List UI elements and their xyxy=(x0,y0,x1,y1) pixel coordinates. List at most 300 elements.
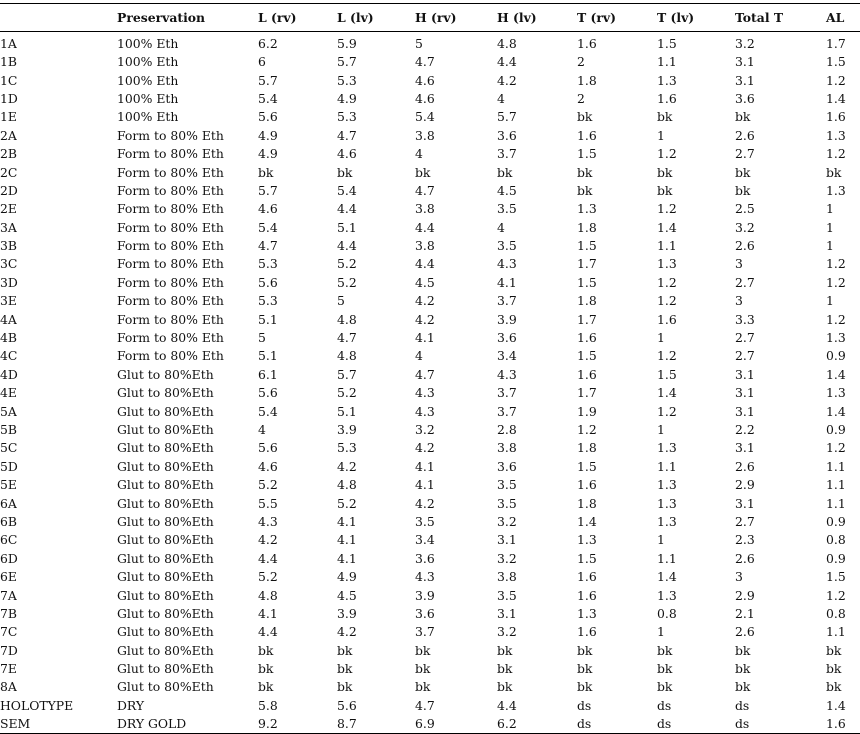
cell-t-rv: 1.5 xyxy=(577,550,597,566)
cell-h-lv: 3.8 xyxy=(497,569,517,585)
cell-h-rv: 4 xyxy=(415,348,423,364)
cell-l-lv: 4.8 xyxy=(337,311,357,327)
cell-h-lv: 3.6 xyxy=(497,127,517,143)
cell-total-t: 2.9 xyxy=(735,587,755,603)
cell-t-lv: ds xyxy=(657,715,735,734)
cell-specimen: 1D xyxy=(0,90,18,106)
cell-t-lv: bk xyxy=(657,661,673,677)
cell-preservation: Form to 80% Eth xyxy=(117,164,224,180)
cell-total-t: 2.3 xyxy=(735,532,755,548)
cell-h-lv: bk xyxy=(497,661,513,677)
cell-preservation: Glut to 80%Eth xyxy=(117,642,214,658)
cell-al: 1.6 xyxy=(826,109,846,125)
cell-t-rv: 1.7 xyxy=(577,385,597,401)
cell-l-lv: 5.2 xyxy=(337,385,357,401)
cell-preservation: Form to 80% Eth xyxy=(117,146,224,162)
cell-t-rv: 1.8 xyxy=(577,293,597,309)
cell-total-t: 2.2 xyxy=(735,422,755,437)
table-row xyxy=(0,274,860,292)
cell-al: bk xyxy=(826,661,842,677)
cell-l-lv: bk xyxy=(337,642,353,658)
cell-h-lv: 5.7 xyxy=(497,109,517,125)
cell-h-lv: 4.3 xyxy=(497,256,517,272)
cell-preservation: Form to 80% Eth xyxy=(117,348,224,364)
cell-h-rv: 4.4 xyxy=(415,256,435,272)
table-body xyxy=(0,32,860,734)
table-row xyxy=(0,237,860,255)
cell-al: 1.5 xyxy=(826,569,846,585)
cell-specimen: 2C xyxy=(0,164,18,180)
cell-l-lv: 4.9 xyxy=(337,569,357,585)
cell-t-lv: bk xyxy=(657,164,673,180)
cell-t-rv: 1.6 xyxy=(577,36,597,51)
cell-t-lv: 1.2 xyxy=(657,274,677,290)
table-row xyxy=(0,182,860,200)
cell-total-t: 3.1 xyxy=(735,366,755,382)
cell-specimen: 7D xyxy=(0,642,18,658)
cell-h-lv: 3.5 xyxy=(497,477,517,493)
table-row xyxy=(0,292,860,310)
cell-l-lv: 4.2 xyxy=(337,458,357,474)
table-row xyxy=(0,127,860,145)
cell-t-rv: 1.6 xyxy=(577,624,597,640)
cell-l-rv: 5.2 xyxy=(258,477,278,493)
cell-al: 0.9 xyxy=(826,550,846,566)
cell-specimen: 7E xyxy=(0,661,17,677)
cell-al: 1 xyxy=(826,293,834,309)
cell-total-t: ds xyxy=(735,697,750,713)
cell-preservation: Glut to 80%Eth xyxy=(117,458,214,474)
cell-l-rv: 5.3 xyxy=(258,256,278,272)
cell-l-rv: 5.5 xyxy=(258,495,278,511)
cell-h-lv: bk xyxy=(497,642,513,658)
cell-total-t: 2.7 xyxy=(735,146,755,162)
cell-total-t: 3.1 xyxy=(735,403,755,419)
table-row xyxy=(0,219,860,237)
table-row xyxy=(0,531,860,549)
cell-t-lv: 1.6 xyxy=(657,311,677,327)
table-row xyxy=(0,605,860,623)
cell-h-rv: 4.2 xyxy=(415,495,435,511)
cell-total-t: 2.6 xyxy=(735,624,755,640)
cell-l-rv: 5.6 xyxy=(258,109,278,125)
cell-specimen: 6D xyxy=(0,550,18,566)
cell-specimen: 5E xyxy=(0,477,17,493)
cell-al: 1.3 xyxy=(826,330,846,346)
cell-h-lv: 2.8 xyxy=(497,422,517,437)
cell-l-lv: 5.7 xyxy=(337,54,357,70)
cell-l-lv: 5.2 xyxy=(337,256,357,272)
cell-t-rv: 1.5 xyxy=(577,458,597,474)
cell-l-rv: 5.7 xyxy=(258,182,278,198)
cell-h-lv: 3.5 xyxy=(497,201,517,217)
cell-l-lv: 5.2 xyxy=(337,495,357,511)
cell-specimen: 6C xyxy=(0,532,18,548)
cell-h-lv: 3.7 xyxy=(497,293,517,309)
header-cell-l-lv: L (lv) xyxy=(337,4,415,32)
cell-l-rv: bk xyxy=(258,642,274,658)
table-row xyxy=(0,347,860,365)
cell-al: 1.4 xyxy=(826,366,846,382)
cell-t-lv: bk xyxy=(657,642,673,658)
cell-t-rv: 1.8 xyxy=(577,72,597,88)
cell-total-t: bk xyxy=(735,661,751,677)
cell-h-lv: 3.9 xyxy=(497,311,517,327)
cell-l-rv: 4.6 xyxy=(258,201,278,217)
table-row xyxy=(0,108,860,126)
cell-l-lv: 5.4 xyxy=(337,182,357,198)
cell-preservation: Glut to 80%Eth xyxy=(117,605,214,621)
cell-h-rv: 3.9 xyxy=(415,587,435,603)
cell-total-t: 2.6 xyxy=(735,127,755,143)
cell-l-lv: 5.3 xyxy=(337,72,357,88)
cell-h-lv: 4 xyxy=(497,219,505,235)
cell-al: 1.3 xyxy=(826,182,846,198)
cell-preservation: Glut to 80%Eth xyxy=(117,495,214,511)
cell-t-rv: 2 xyxy=(577,54,585,70)
table-row xyxy=(0,200,860,218)
table-row xyxy=(0,660,860,678)
cell-l-rv: 9.2 xyxy=(258,715,337,734)
cell-l-lv: 4.7 xyxy=(337,330,357,346)
cell-l-rv: 6.2 xyxy=(258,36,278,51)
cell-h-rv: 4.2 xyxy=(415,293,435,309)
cell-specimen: SEM xyxy=(0,715,117,734)
cell-t-lv: ds xyxy=(657,697,672,713)
cell-total-t: 2.7 xyxy=(735,274,755,290)
cell-h-rv: 3.6 xyxy=(415,550,435,566)
cell-l-rv: 4.9 xyxy=(258,146,278,162)
cell-l-rv: bk xyxy=(258,164,274,180)
table-row xyxy=(0,439,860,457)
cell-al: 1.1 xyxy=(826,495,846,511)
cell-preservation: Glut to 80%Eth xyxy=(117,422,214,437)
cell-l-rv: 4.9 xyxy=(258,127,278,143)
cell-total-t: 3 xyxy=(735,293,743,309)
cell-t-rv: 1.6 xyxy=(577,569,597,585)
cell-specimen: 2B xyxy=(0,146,17,162)
cell-specimen: 4B xyxy=(0,330,17,346)
cell-l-lv: 4.7 xyxy=(337,127,357,143)
cell-t-rv: 1.8 xyxy=(577,495,597,511)
cell-t-rv: 1.5 xyxy=(577,146,597,162)
cell-specimen: 5B xyxy=(0,422,17,437)
cell-total-t: 2.1 xyxy=(735,605,755,621)
cell-specimen: 7B xyxy=(0,605,17,621)
cell-preservation: Glut to 80%Eth xyxy=(117,550,214,566)
cell-total-t: 2.6 xyxy=(735,458,755,474)
table-row xyxy=(0,255,860,273)
cell-t-rv: 1.5 xyxy=(577,238,597,254)
cell-total-t: 3.1 xyxy=(735,495,755,511)
cell-h-lv: 3.8 xyxy=(497,440,517,456)
cell-h-rv: 4.7 xyxy=(415,182,435,198)
cell-preservation: 100% Eth xyxy=(117,109,179,125)
cell-al: 1.4 xyxy=(826,90,846,106)
cell-l-lv: 3.9 xyxy=(337,422,357,437)
cell-total-t: bk xyxy=(735,182,751,198)
cell-specimen: 8A xyxy=(0,679,17,695)
cell-specimen: 1B xyxy=(0,54,17,70)
cell-t-lv: bk xyxy=(657,679,673,695)
cell-specimen: 3E xyxy=(0,293,17,309)
cell-specimen: 1E xyxy=(0,109,17,125)
cell-specimen: 5C xyxy=(0,440,18,456)
cell-al: 1.4 xyxy=(826,403,846,419)
cell-preservation: Glut to 80%Eth xyxy=(117,385,214,401)
cell-l-rv: 5.6 xyxy=(258,274,278,290)
cell-l-rv: 4.4 xyxy=(258,550,278,566)
cell-total-t: 3 xyxy=(735,569,743,585)
cell-h-lv: 3.2 xyxy=(497,624,517,640)
cell-al: 1.5 xyxy=(826,54,846,70)
cell-preservation: DRY GOLD xyxy=(117,715,258,734)
table-row xyxy=(0,163,860,181)
cell-h-lv: 3.6 xyxy=(497,458,517,474)
cell-preservation: Glut to 80%Eth xyxy=(117,403,214,419)
cell-l-lv: 5.6 xyxy=(337,697,357,713)
cell-al: 1.6 xyxy=(826,715,860,734)
cell-total-t: 3.3 xyxy=(735,311,755,327)
cell-al: 1.2 xyxy=(826,146,846,162)
cell-specimen: 7A xyxy=(0,587,17,603)
cell-al: 1.7 xyxy=(826,36,846,51)
cell-total-t: 2.9 xyxy=(735,477,755,493)
cell-total-t: 3 xyxy=(735,256,743,272)
cell-l-rv: 4.3 xyxy=(258,513,278,529)
cell-h-lv: 3.2 xyxy=(497,550,517,566)
cell-al: bk xyxy=(826,164,842,180)
cell-specimen: 1C xyxy=(0,72,18,88)
cell-specimen: 4A xyxy=(0,311,17,327)
table-row xyxy=(0,513,860,531)
cell-specimen: HOLOTYPE xyxy=(0,697,74,713)
cell-specimen: 2D xyxy=(0,182,18,198)
cell-t-lv: 1.5 xyxy=(657,366,677,382)
cell-t-rv: bk xyxy=(577,661,593,677)
cell-t-rv: 1.6 xyxy=(577,477,597,493)
cell-l-rv: 5.4 xyxy=(258,403,278,419)
cell-l-lv: 4.2 xyxy=(337,624,357,640)
cell-l-lv: 4.1 xyxy=(337,513,357,529)
table-row xyxy=(0,568,860,586)
cell-l-rv: 4 xyxy=(258,422,266,437)
cell-total-t: 3.6 xyxy=(735,90,755,106)
table-row xyxy=(0,366,860,384)
cell-preservation: Form to 80% Eth xyxy=(117,274,224,290)
cell-al: 1 xyxy=(826,201,834,217)
cell-h-lv: 3.1 xyxy=(497,605,517,621)
cell-l-lv: 5.1 xyxy=(337,219,357,235)
cell-l-rv: 5.1 xyxy=(258,348,278,364)
cell-preservation: Glut to 80%Eth xyxy=(117,532,214,548)
cell-h-rv: 6.9 xyxy=(415,715,497,734)
cell-preservation: Form to 80% Eth xyxy=(117,330,224,346)
cell-al: 0.8 xyxy=(826,532,846,548)
cell-specimen: 5A xyxy=(0,403,17,419)
cell-t-lv: 1.2 xyxy=(657,348,677,364)
cell-t-rv: 1.6 xyxy=(577,587,597,603)
cell-total-t: 2.6 xyxy=(735,238,755,254)
header-cell-h-rv: H (rv) xyxy=(415,4,497,32)
cell-total-t: 2.7 xyxy=(735,330,755,346)
table-row xyxy=(0,586,860,604)
table-header xyxy=(0,4,860,32)
cell-al: 1.1 xyxy=(826,477,846,493)
cell-t-lv: bk xyxy=(657,182,673,198)
header-cell-al: AL xyxy=(826,4,860,32)
cell-l-lv: 4.4 xyxy=(337,201,357,217)
cell-t-rv: 1.5 xyxy=(577,348,597,364)
header-cell-t-lv: T (lv) xyxy=(657,4,735,32)
cell-preservation: Form to 80% Eth xyxy=(117,311,224,327)
cell-h-rv: 4.4 xyxy=(415,219,435,235)
cell-al: 1.2 xyxy=(826,587,846,603)
cell-t-rv: 2 xyxy=(577,90,585,106)
cell-h-rv: 4.6 xyxy=(415,90,435,106)
cell-t-lv: 1.3 xyxy=(657,587,677,603)
cell-l-lv: 4.4 xyxy=(337,238,357,254)
cell-l-lv: 4.8 xyxy=(337,348,357,364)
table-row xyxy=(0,310,860,328)
cell-h-rv: 3.2 xyxy=(415,422,435,437)
cell-h-rv: 4.1 xyxy=(415,477,435,493)
cell-al: bk xyxy=(826,642,842,658)
cell-h-rv: 4.7 xyxy=(415,54,435,70)
cell-t-lv: 1.5 xyxy=(657,36,677,51)
cell-al: bk xyxy=(826,679,842,695)
cell-l-rv: 4.7 xyxy=(258,238,278,254)
cell-t-lv: 1.1 xyxy=(657,238,677,254)
cell-preservation: Glut to 80%Eth xyxy=(117,569,214,585)
cell-al: 0.9 xyxy=(826,513,846,529)
cell-h-lv: 3.1 xyxy=(497,532,517,548)
cell-al: 1.2 xyxy=(826,256,846,272)
cell-h-rv: bk xyxy=(415,661,431,677)
cell-t-lv: 1.2 xyxy=(657,201,677,217)
cell-h-rv: 4.7 xyxy=(415,697,435,713)
cell-al: 1 xyxy=(826,219,834,235)
table-row xyxy=(0,53,860,71)
table-row xyxy=(0,697,860,715)
cell-l-rv: 4.8 xyxy=(258,587,278,603)
cell-h-rv: 3.8 xyxy=(415,201,435,217)
cell-preservation: Glut to 80%Eth xyxy=(117,679,214,695)
cell-l-lv: 4.1 xyxy=(337,532,357,548)
cell-al: 1.2 xyxy=(826,274,846,290)
table-row xyxy=(0,32,860,54)
cell-l-lv: 5.9 xyxy=(337,36,357,51)
cell-l-lv: 5.1 xyxy=(337,403,357,419)
cell-h-lv: 4.5 xyxy=(497,182,517,198)
cell-l-lv: 8.7 xyxy=(337,715,415,734)
cell-l-rv: 6 xyxy=(258,54,266,70)
cell-specimen: 6B xyxy=(0,513,17,529)
cell-t-rv: 1.7 xyxy=(577,256,597,272)
cell-preservation: 100% Eth xyxy=(117,72,179,88)
header-cell-total-t: Total T xyxy=(735,4,826,32)
cell-t-lv: 1.3 xyxy=(657,72,677,88)
cell-l-rv: 5.2 xyxy=(258,569,278,585)
cell-h-rv: bk xyxy=(415,679,431,695)
cell-t-rv: 1.2 xyxy=(577,422,597,437)
cell-t-lv: 1.6 xyxy=(657,90,677,106)
cell-h-rv: 3.5 xyxy=(415,513,435,529)
cell-h-lv: 3.4 xyxy=(497,348,517,364)
cell-specimen: 7C xyxy=(0,624,18,640)
cell-preservation: Glut to 80%Eth xyxy=(117,440,214,456)
cell-t-rv: 1.3 xyxy=(577,605,597,621)
cell-t-lv: 1 xyxy=(657,127,665,143)
cell-preservation: Glut to 80%Eth xyxy=(117,661,214,677)
table-row xyxy=(0,402,860,420)
cell-total-t: 2.7 xyxy=(735,513,755,529)
cell-t-rv: 1.3 xyxy=(577,201,597,217)
cell-l-lv: 5 xyxy=(337,293,345,309)
cell-h-lv: 4.2 xyxy=(497,72,517,88)
cell-t-rv: 1.4 xyxy=(577,513,597,529)
cell-t-rv: bk xyxy=(577,679,593,695)
cell-h-rv: 3.4 xyxy=(415,532,435,548)
cell-t-rv: 1.8 xyxy=(577,440,597,456)
cell-total-t: bk xyxy=(735,109,751,125)
cell-preservation: Form to 80% Eth xyxy=(117,182,224,198)
cell-t-lv: 1.1 xyxy=(657,54,677,70)
cell-h-rv: 4.5 xyxy=(415,274,435,290)
cell-h-lv: 3.5 xyxy=(497,238,517,254)
cell-t-rv: bk xyxy=(577,109,593,125)
table-row xyxy=(0,384,860,402)
cell-specimen: 2E xyxy=(0,201,17,217)
cell-t-lv: 0.8 xyxy=(657,605,677,621)
cell-specimen: 1A xyxy=(0,36,17,51)
cell-h-rv: 3.6 xyxy=(415,605,435,621)
cell-t-lv: 1 xyxy=(657,624,665,640)
cell-t-rv: 1.5 xyxy=(577,274,597,290)
cell-h-lv: 3.7 xyxy=(497,385,517,401)
cell-t-lv: 1.1 xyxy=(657,550,677,566)
cell-l-rv: bk xyxy=(258,661,274,677)
cell-l-lv: 4.1 xyxy=(337,550,357,566)
cell-t-lv: bk xyxy=(657,109,673,125)
cell-t-rv: ds xyxy=(577,697,592,713)
cell-h-rv: 5 xyxy=(415,36,423,51)
table-row xyxy=(0,145,860,163)
cell-preservation: Form to 80% Eth xyxy=(117,127,224,143)
cell-t-rv: bk xyxy=(577,642,593,658)
measurements-table xyxy=(0,3,860,734)
cell-t-lv: 1.4 xyxy=(657,219,677,235)
cell-t-lv: 1 xyxy=(657,532,665,548)
cell-l-rv: 5.7 xyxy=(258,72,278,88)
cell-l-lv: 3.9 xyxy=(337,605,357,621)
cell-total-t: 3.1 xyxy=(735,54,755,70)
cell-t-lv: 1.1 xyxy=(657,458,677,474)
cell-total-t: 3.1 xyxy=(735,385,755,401)
cell-l-rv: 5.4 xyxy=(258,219,278,235)
header-cell-l-rv: L (rv) xyxy=(258,4,337,32)
cell-t-rv: 1.6 xyxy=(577,127,597,143)
cell-t-lv: 1.2 xyxy=(657,293,677,309)
cell-t-lv: 1.3 xyxy=(657,440,677,456)
cell-al: 1 xyxy=(826,238,834,254)
cell-total-t: 2.7 xyxy=(735,348,755,364)
cell-preservation: Form to 80% Eth xyxy=(117,256,224,272)
table-row xyxy=(0,678,860,696)
cell-specimen: 2A xyxy=(0,127,17,143)
cell-h-lv: bk xyxy=(497,679,513,695)
cell-specimen: 4D xyxy=(0,366,18,382)
